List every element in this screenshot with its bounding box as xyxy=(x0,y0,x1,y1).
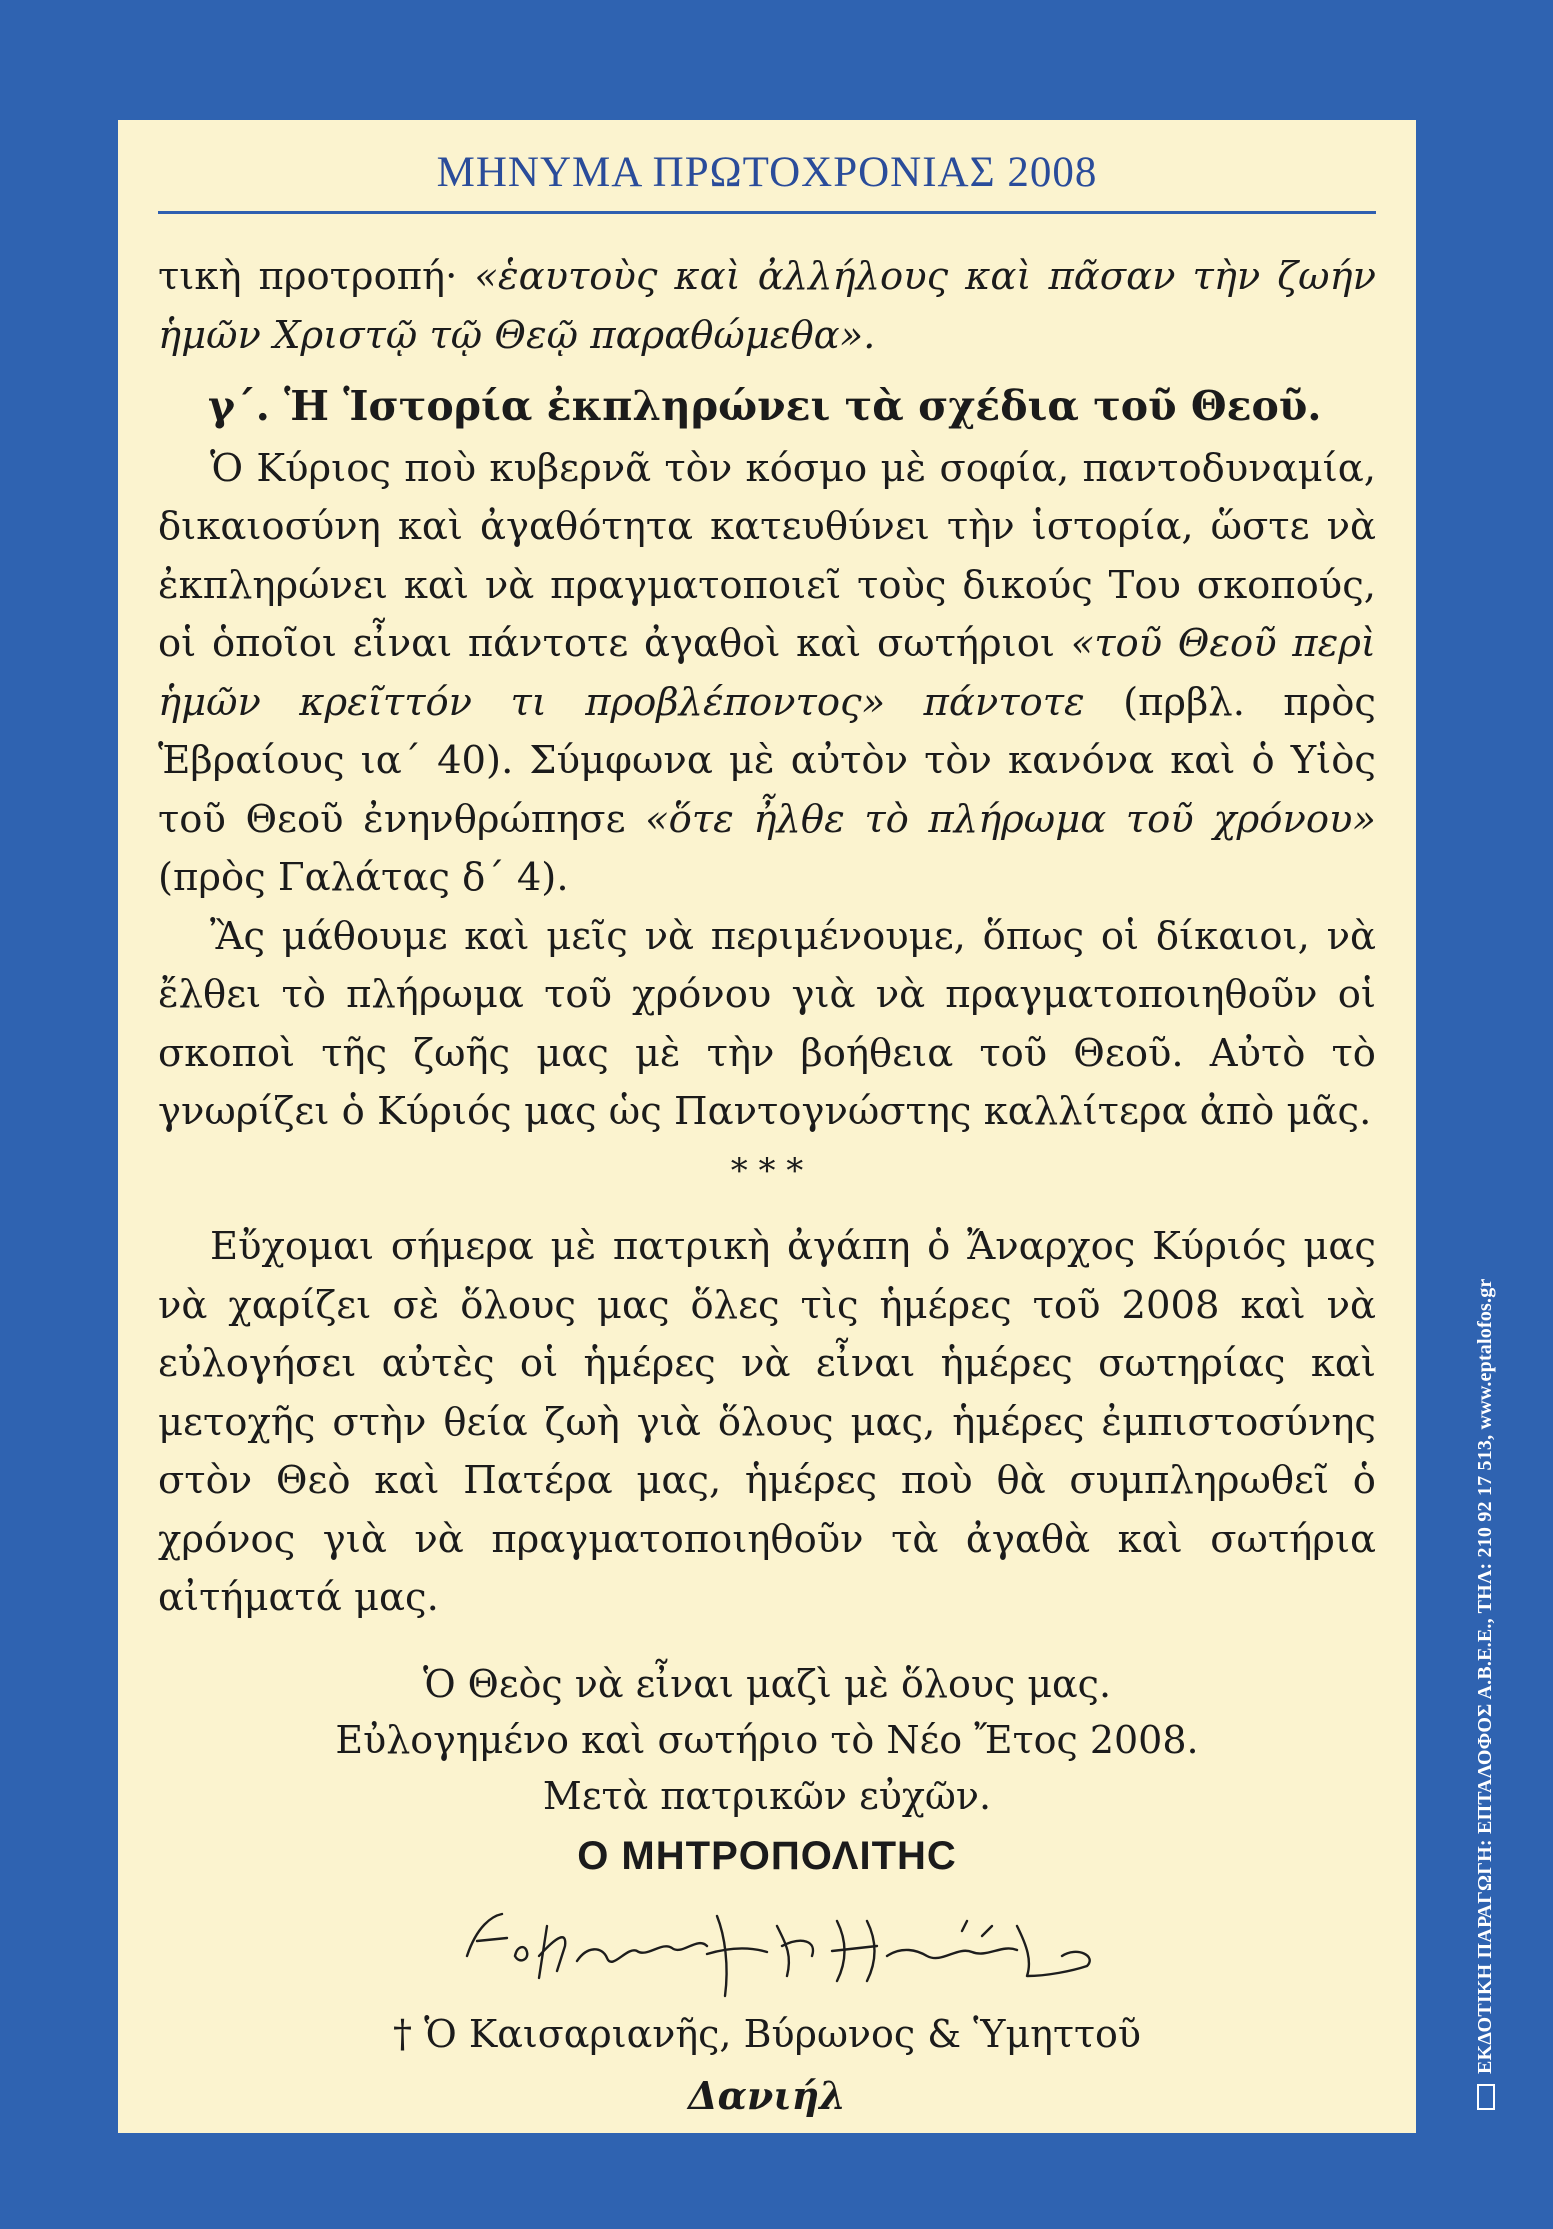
paragraph-2-quote-2: «ὅτε ἦλθε τὸ πλήρωμα τοῦ χρόνου» xyxy=(645,796,1376,842)
paragraph-2-quote-1: «τοῦ Θεοῦ περὶ ἡμῶν κρεῖττόν τι προβλέποντος» πάντοτε xyxy=(158,621,1376,725)
section-divider: * * * xyxy=(730,1150,804,1191)
publisher-credit-text-wrapper xyxy=(1474,1150,1497,2110)
closing-block xyxy=(158,1656,1376,2124)
closing-line-3: Μετὰ πατρικῶν εὐχῶν. xyxy=(542,1773,992,1818)
paragraph-3: Ἂς μάθουμε καὶ μεῖς νὰ περιμένουμε, ὅπως οἱ δίκαιοι, νὰ ἔλθει τὸ πλήρωμα τοῦ χρόνου γιὰ νὰ πραγματοποιηθοῦν οἱ σκοποὶ τῆς ζωῆς μας μὲ τὴν βοήθεια τοῦ Θεοῦ. Αὐτὸ τὸ γνωρίζει ὁ Κύριός μας ὡς Παντογνώστης καλλίτερα ἀπὸ μᾶς. xyxy=(158,913,1376,1134)
signer-first-name: Δανιήλ xyxy=(688,2072,846,2118)
paragraph-1-text: τικὴ προτροπή· xyxy=(158,254,458,299)
publisher-credit xyxy=(1474,1150,1514,2110)
paragraph-4: Εὔχομαι σήμερα μὲ πατρικὴ ἀγάπη ὁ Ἄναρχος Κύριός μας νὰ χαρίζει σὲ ὅλους μας ὅλες τὶς ἡμέρες τοῦ 2008 καὶ νὰ εὐλογήσει αὐτὲς οἱ ἡμέρες νὰ εἶναι ἡμέρες σωτηρίας καὶ μετοχῆς στὴν θεία ζωὴ γιὰ ὅλους μας, ἡμέρες ἐμπιστοσύνης στὸν Θεὸ καὶ Πατέρα μας, ἡμέρες ποὺ θὰ συμπληρωθεῖ ὁ χρόνος γιὰ νὰ πραγματοποιηθοῦν τὰ ἀγαθὰ καὶ σωτήρια αἰτήματά μας. xyxy=(158,1224,1376,1620)
message-panel xyxy=(118,120,1416,2133)
handwritten-signature xyxy=(407,1886,1127,2006)
paragraph-2 xyxy=(158,440,1376,908)
closing-line-1: Ὁ Θεὸς νὰ εἶναι μαζὶ μὲ ὅλους μας. xyxy=(422,1661,1112,1706)
paragraph-2-text-c: (πρὸς Γαλάτας δ΄ 4). xyxy=(158,855,569,900)
paragraph-2-text-b: (πρβλ. πρὸς Ἑβραίους ια΄ 40). Σύμφωνα μὲ αὐτὸν τὸν κανόνα καὶ ὁ Υἱὸς τοῦ Θεοῦ ἐνηνθρώπησε xyxy=(158,679,1376,842)
message-body xyxy=(158,248,1376,1628)
publisher-credit-text: ΕΚΔΟΤΙΚΗ ΠΑΡΑΓΩΓΗ: ΕΠΤΑΛΟΦΟΣ Α.Β.Ε.Ε., ΤΗΛ: 210 92 17 513, www.eptalofos.gr xyxy=(1474,1278,1496,2074)
page-title: ΜΗΝΥΜΑ ΠΡΩΤΟΧΡΟΝΙΑΣ 2008 xyxy=(158,148,1376,214)
signer-name: † Ὁ Καισαριανῆς, Βύρωνος & Ὑμηττοῦ xyxy=(393,2011,1141,2056)
closing-line-2: Εὐλογημένο καὶ σωτήριο τὸ Νέο Ἔτος 2008. xyxy=(335,1717,1199,1762)
paragraph-1 xyxy=(158,248,1376,365)
paragraph-1-quote: «ἑαυτοὺς καὶ ἀλλήλους καὶ πᾶσαν τὴν ζωήν ἡμῶν Χριστῷ τῷ Θεῷ παραθώμεθα». xyxy=(158,254,1376,358)
metropolitan-title: Ο ΜΗΤΡΟΠΟΛΙΤΗϹ xyxy=(577,1833,957,1878)
paragraph-2-text-a: Ὁ Κύριος ποὺ κυβερνᾶ τὸν κόσμο μὲ σοφία, παντοδυναμία, δικαιοσύνη καὶ ἀγαθότητα κατευθύνει τὴν ἱστορία, ὥστε νὰ ἐκπληρώνει καὶ νὰ πραγματοποιεῖ τοὺς δικούς Του σκοπούς, οἱ ὁποῖοι εἶναι πάντοτε ἀγαθοὶ καὶ σωτήριοι xyxy=(158,445,1376,666)
section-heading: γ΄. Ἡ Ἱστορία ἐκπληρώνει τὰ σχέδια τοῦ Θεοῦ. xyxy=(208,382,1322,430)
publisher-logo-icon xyxy=(1477,2084,1495,2110)
